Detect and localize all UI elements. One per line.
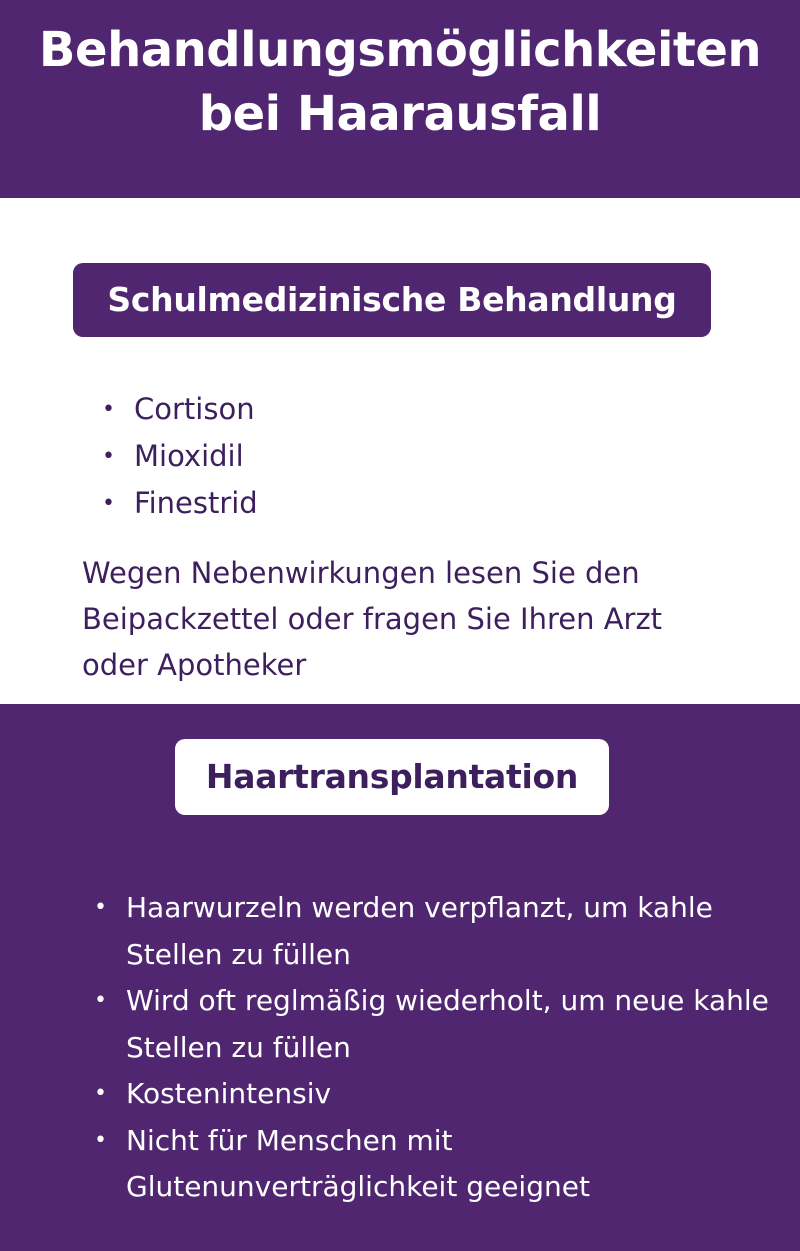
page-title [0,0,800,146]
bullet-icon: • [94,895,107,920]
page-header [0,0,800,198]
bullet-icon: • [94,988,107,1013]
hair-transplant-section [0,704,800,1251]
bullet-icon: • [102,397,115,422]
list-item-label: Cortison [134,392,255,426]
list-item [92,885,772,978]
page-title-line1: Behandlungsmöglichkeiten [38,22,762,78]
list-item [100,386,258,433]
conventional-treatment-section [0,198,800,704]
page-title-line2: bei Haarausfall [198,86,602,142]
list-item-label: Wird oft reglmäßig wiederholt, um neue kahle Stellen zu füllen [126,984,769,1064]
bullet-icon: • [102,444,115,469]
list-item [92,1118,772,1211]
list-item-label: Kostenintensiv [126,1077,332,1110]
conventional-treatment-heading: Schulmedizinische Behandlung [73,263,711,337]
medication-list [100,386,258,527]
list-item [92,1071,772,1118]
list-item [92,978,772,1071]
transplant-facts-list [92,885,772,1211]
list-item [100,433,258,480]
hair-transplant-heading: Haartransplantation [175,739,609,815]
list-item [100,480,258,527]
bullet-icon: • [94,1081,107,1106]
bullet-icon: • [94,1127,107,1153]
list-item-label: Haarwurzeln werden verpflanzt, um kahle Stellen zu füllen [126,891,713,971]
side-effects-note: Wegen Nebenwirkungen lesen Sie den Beipackzettel oder fragen Sie Ihren Arzt oder Apotheker [82,556,663,682]
bullet-icon: • [102,491,115,516]
list-item-label: Finestrid [134,486,258,520]
list-item-label: Mioxidil [134,439,244,473]
list-item-label: Nicht für Menschen mit Glutenunverträglichkeit geeignet [126,1123,590,1203]
